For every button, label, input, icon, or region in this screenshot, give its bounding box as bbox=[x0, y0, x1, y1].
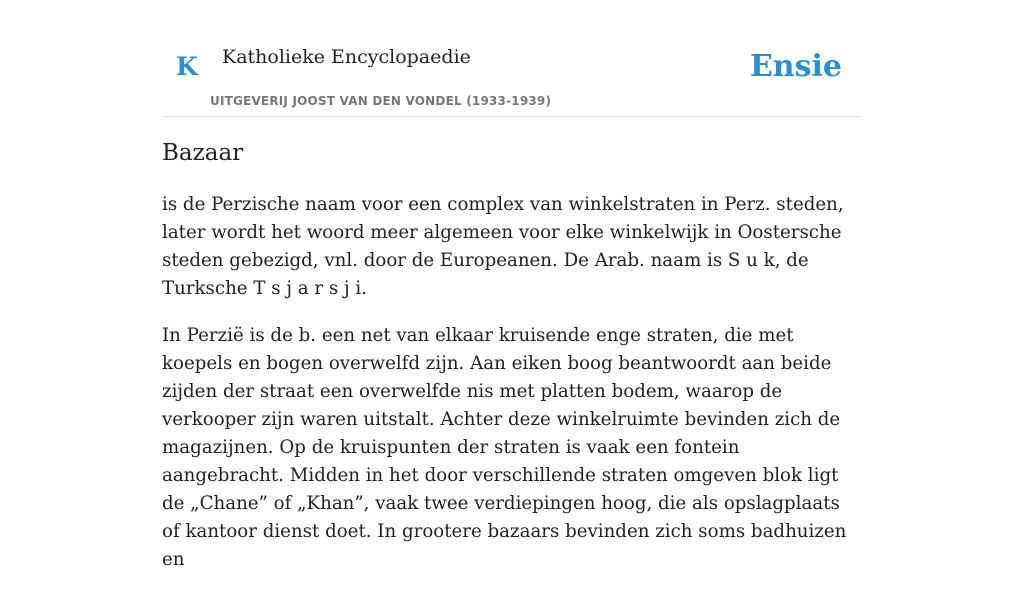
site-header bbox=[162, 0, 862, 117]
article-paragraph: is de Perzische naam voor een complex van winkelstraten in Perz. steden, later wordt het woord meer algemeen voor elke winkelwijk in Oostersche steden gebezigd, vnl. door de Europeanen. De Arab. naam is S u k, de Turksche T s j a r s j i. bbox=[162, 194, 844, 299]
ensie-brand-logo[interactable]: Ensie bbox=[749, 49, 842, 84]
publisher-subtitle: UITGEVERIJ JOOST VAN DEN VONDEL (1933-1939) bbox=[210, 94, 552, 108]
article-paragraph: In Perzië is de b. een net van elkaar kruisende enge straten, die met koepels en bogen overwelfd zijn. Aan eiken boog beantwoordt aan beide zijden der straat een overwelfde nis met platten bodem, waarop de verkooper zijn waren uitstalt. Achter deze winkelruimte bevinden zich de magazijnen. Op de kruispunten der straten is vaak een fontein aangebracht. Midden in het door verschillende straten omgeven blok ligt de „Chane” of „Khan”, vaak twee verdiepingen hoog, die als opslagplaats of kantoor dienst doet. In grootere bazaars bevinden zich soms badhuizen en bbox=[162, 325, 847, 570]
article-title: Bazaar bbox=[162, 140, 244, 166]
site-title[interactable]: Katholieke Encyclopaedie bbox=[222, 46, 471, 68]
article-body bbox=[162, 191, 862, 593]
site-logo[interactable]: K bbox=[176, 52, 198, 81]
